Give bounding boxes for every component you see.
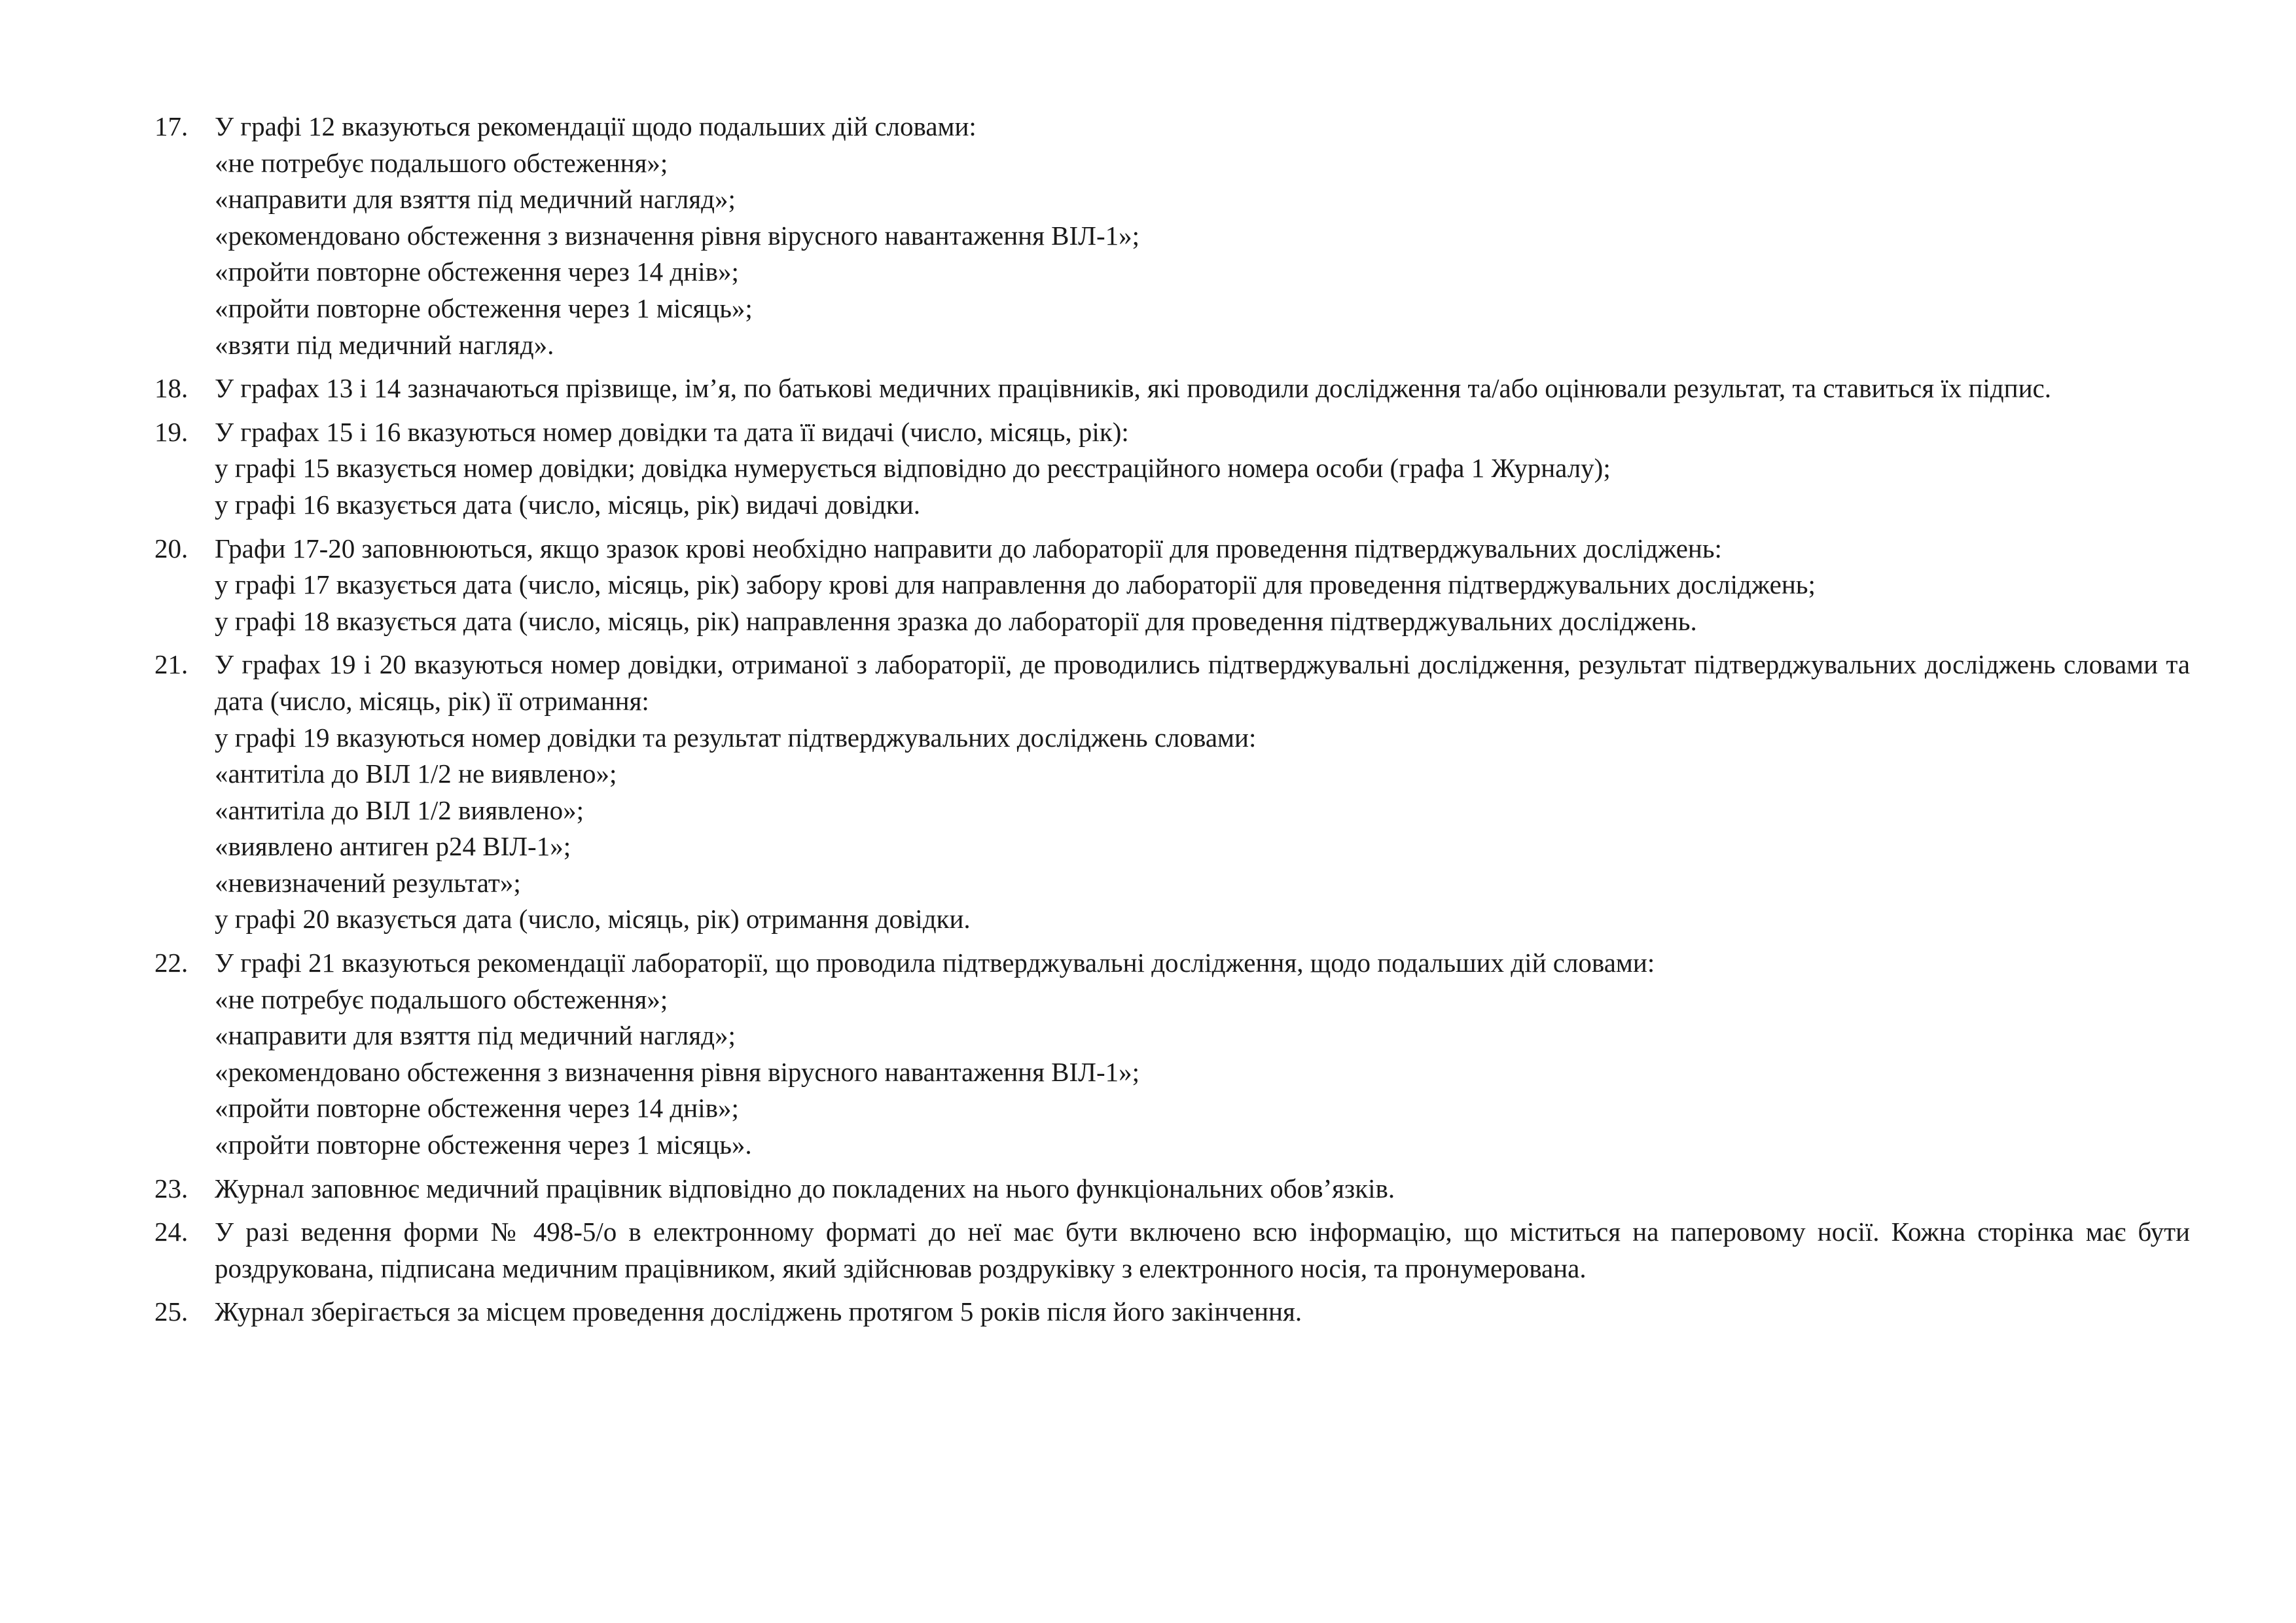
item-subline: «антитіла до ВІЛ 1/2 виявлено»; [215, 794, 584, 825]
item-number: 24. [154, 1217, 188, 1247]
item-text: У графах 19 і 20 вказуються номер довідки, отриманої з лабораторії, де проводились підтверджувальні дослідження, результат підтверджувальних досліджень словами та дата (число, місяць, рік) її отримання: [215, 649, 2190, 716]
instruction-list [154, 109, 2190, 1338]
list-item [154, 414, 2190, 524]
item-subline: «не потребує подальшого обстеження»; [215, 147, 668, 178]
item-subline: у графі 20 вказується дата (число, місяць, рік) отримання довідки. [215, 904, 971, 935]
item-subline: у графі 16 вказується дата (число, місяць, рік) видачі довідки. [215, 489, 920, 520]
item-subline: «взяти під медичний нагляд». [215, 329, 554, 360]
item-subline: «пройти повторне обстеження через 1 місяць». [215, 1130, 752, 1160]
item-text: У графі 21 вказуються рекомендації лабораторії, що проводила підтверджувальні дослідження, щодо подальших дій словами: [215, 948, 1655, 978]
list-item [154, 531, 2190, 640]
item-number: 25. [154, 1296, 188, 1327]
item-subline: «направити для взяття під медичний нагляд»; [215, 1020, 736, 1051]
list-item [154, 370, 2190, 407]
item-number: 20. [154, 533, 188, 563]
item-number: 18. [154, 373, 188, 404]
item-number: 21. [154, 649, 188, 680]
item-text: У разі ведення форми № 498-5/о в електронному форматі до неї має бути включено всю інформацію, що міститься на паперовому носії. Кожна сторінка має бути роздрукована, підписана медичним працівником, який здійснював роздруківку з електронного носія, та пронумерована. [215, 1217, 2190, 1283]
item-text: Графи 17-20 заповнюються, якщо зразок крові необхідно направити до лабораторії для проведення підтверджувальних досліджень: [215, 533, 1722, 563]
item-text: У графах 15 і 16 вказуються номер довідки та дата її видачі (число, місяць, рік): [215, 416, 1129, 447]
item-subline: «невизначений результат»; [215, 867, 521, 898]
item-text: Журнал зберігається за місцем проведення досліджень протягом 5 років після його закінчення. [215, 1296, 1302, 1327]
list-item [154, 647, 2190, 938]
item-text: Журнал заповнює медичний працівник відповідно до покладених на нього функціональних обов’язків. [215, 1173, 1395, 1204]
item-subline: у графі 19 вказуються номер довідки та результат підтверджувальних досліджень словами: [215, 722, 1257, 753]
item-subline: «рекомендовано обстеження з визначення рівня вірусного навантаження ВІЛ-1»; [215, 220, 1140, 251]
item-number: 17. [154, 111, 188, 141]
item-text: У графах 13 і 14 зазначаються прізвище, ім’я, по батькові медичних працівників, які проводили дослідження та/або оцінювали результат, та ставиться їх підпис. [215, 373, 2051, 404]
item-subline: у графі 17 вказується дата (число, місяць, рік) забору крові для направлення до лабораторії для проведення підтверджувальних досліджень; [215, 569, 1816, 600]
item-subline: «пройти повторне обстеження через 14 днів»; [215, 257, 739, 287]
item-number: 23. [154, 1173, 188, 1204]
item-subline: «антитіла до ВІЛ 1/2 не виявлено»; [215, 758, 617, 789]
item-number: 22. [154, 948, 188, 978]
item-subline: «рекомендовано обстеження з визначення рівня вірусного навантаження ВІЛ-1»; [215, 1056, 1140, 1087]
item-number: 19. [154, 416, 188, 447]
item-subline: «направити для взяття під медичний нагляд»; [215, 184, 736, 215]
list-item [154, 1171, 2190, 1207]
item-subline: у графі 15 вказується номер довідки; довідка нумерується відповідно до реєстраційного номера особи (графа 1 Журналу); [215, 453, 1611, 484]
item-subline: «виявлено антиген p24 ВІЛ-1»; [215, 831, 571, 862]
list-item [154, 109, 2190, 363]
item-subline: «не потребує подальшого обстеження»; [215, 984, 668, 1014]
list-item [154, 945, 2190, 1164]
item-text: У графі 12 вказуються рекомендації щодо подальших дій словами: [215, 111, 977, 141]
item-subline: «пройти повторне обстеження через 14 днів»; [215, 1093, 739, 1124]
list-item [154, 1214, 2190, 1287]
list-item [154, 1294, 2190, 1330]
item-subline: «пройти повторне обстеження через 1 місяць»; [215, 293, 753, 323]
item-subline: у графі 18 вказується дата (число, місяць, рік) направлення зразка до лабораторії для проведення підтверджувальних досліджень. [215, 605, 1697, 636]
